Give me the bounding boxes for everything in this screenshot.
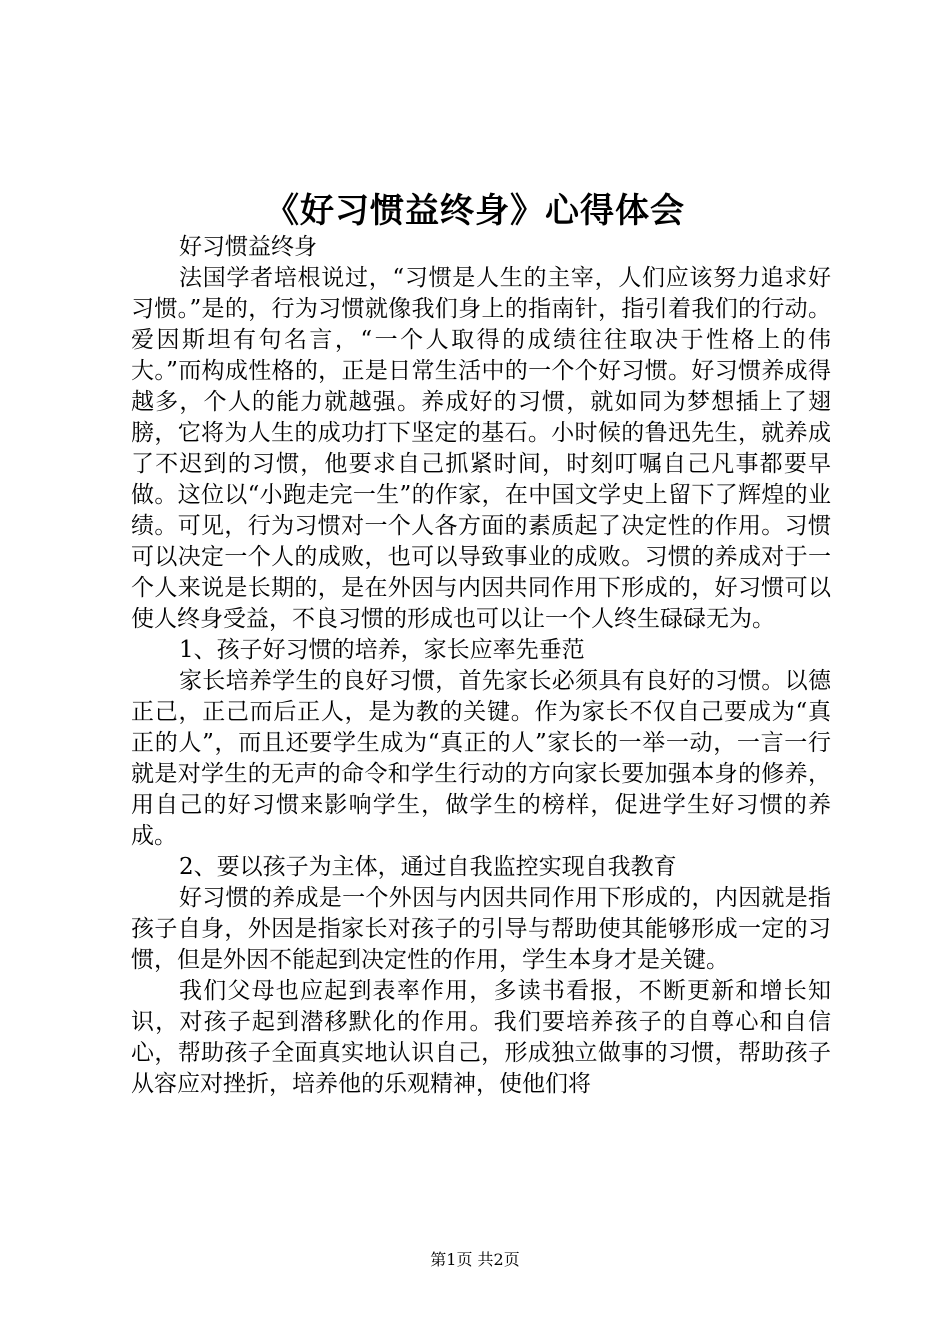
paragraph: 法国学者培根说过，“习惯是人生的主宰，人们应该努力追求好习惯。”是的，行为习惯就像我们身上的指南针，指引着我们的行动。爱因斯坦有句名言，“一个人取得的成绩往往取决于性格上的伟大。”而构成性格的，正是日常生活中的一个个好习惯。好习惯养成得越多，个人的能力就越强。养成好的习惯，就如同为梦想插上了翅膀，它将为人生的成功打下坚定的基石。小时候的鲁迅先生，就养成了不迟到的习惯，他要求自己抓紧时间，时刻叮嘱自己凡事都要早做。这位以“小跑走完一生”的作家，在中国文学史上留下了辉煌的业绩。可见，行为习惯对一个人各方面的素质起了决定性的作用。习惯可以决定一个人的成败，也可以导致事业的成败。习惯的养成对于一个人来说是长期的，是在外因与内因共同作用下形成的，好习惯可以使人终身受益，不良习惯的形成也可以让一个人终生碌碌无为。 <box>131 265 831 632</box>
page-footer: 第1页 共2页 <box>430 1250 520 1269</box>
section-heading: 1、孩子好习惯的培养，家长应率先垂范 <box>179 637 585 663</box>
subtitle-paragraph: 好习惯益终身 <box>179 234 317 260</box>
section-heading: 2、要以孩子为主体，通过自我监控实现自我教育 <box>179 854 677 880</box>
document-body <box>131 232 831 1100</box>
paragraph: 我们父母也应起到表率作用，多读书看报，不断更新和增长知识，对孩子起到潜移默化的作用。我们要培养孩子的自尊心和自信心，帮助孩子全面真实地认识自己，形成独立做事的习惯，帮助孩子从容应对挫折，培养他的乐观精神，使他们将 <box>131 978 831 1097</box>
document-title: 《好习惯益终身》心得体会 <box>265 191 685 231</box>
paragraph: 家长培养学生的良好习惯，首先家长必须具有良好的习惯。以德正己，正己而后正人，是为教的关键。作为家长不仅自己要成为“真正的人”，而且还要学生成为“真正的人”家长的一举一动，一言一行就是对学生的无声的命令和学生行动的方向家长要加强本身的修养，用自己的好习惯来影响学生，做学生的榜样，促进学生好习惯的养成。 <box>131 668 831 849</box>
paragraph: 好习惯的养成是一个外因与内因共同作用下形成的，内因就是指孩子自身，外因是指家长对孩子的引导与帮助使其能够形成一定的习惯，但是外因不能起到决定性的作用，学生本身才是关键。 <box>131 885 831 973</box>
